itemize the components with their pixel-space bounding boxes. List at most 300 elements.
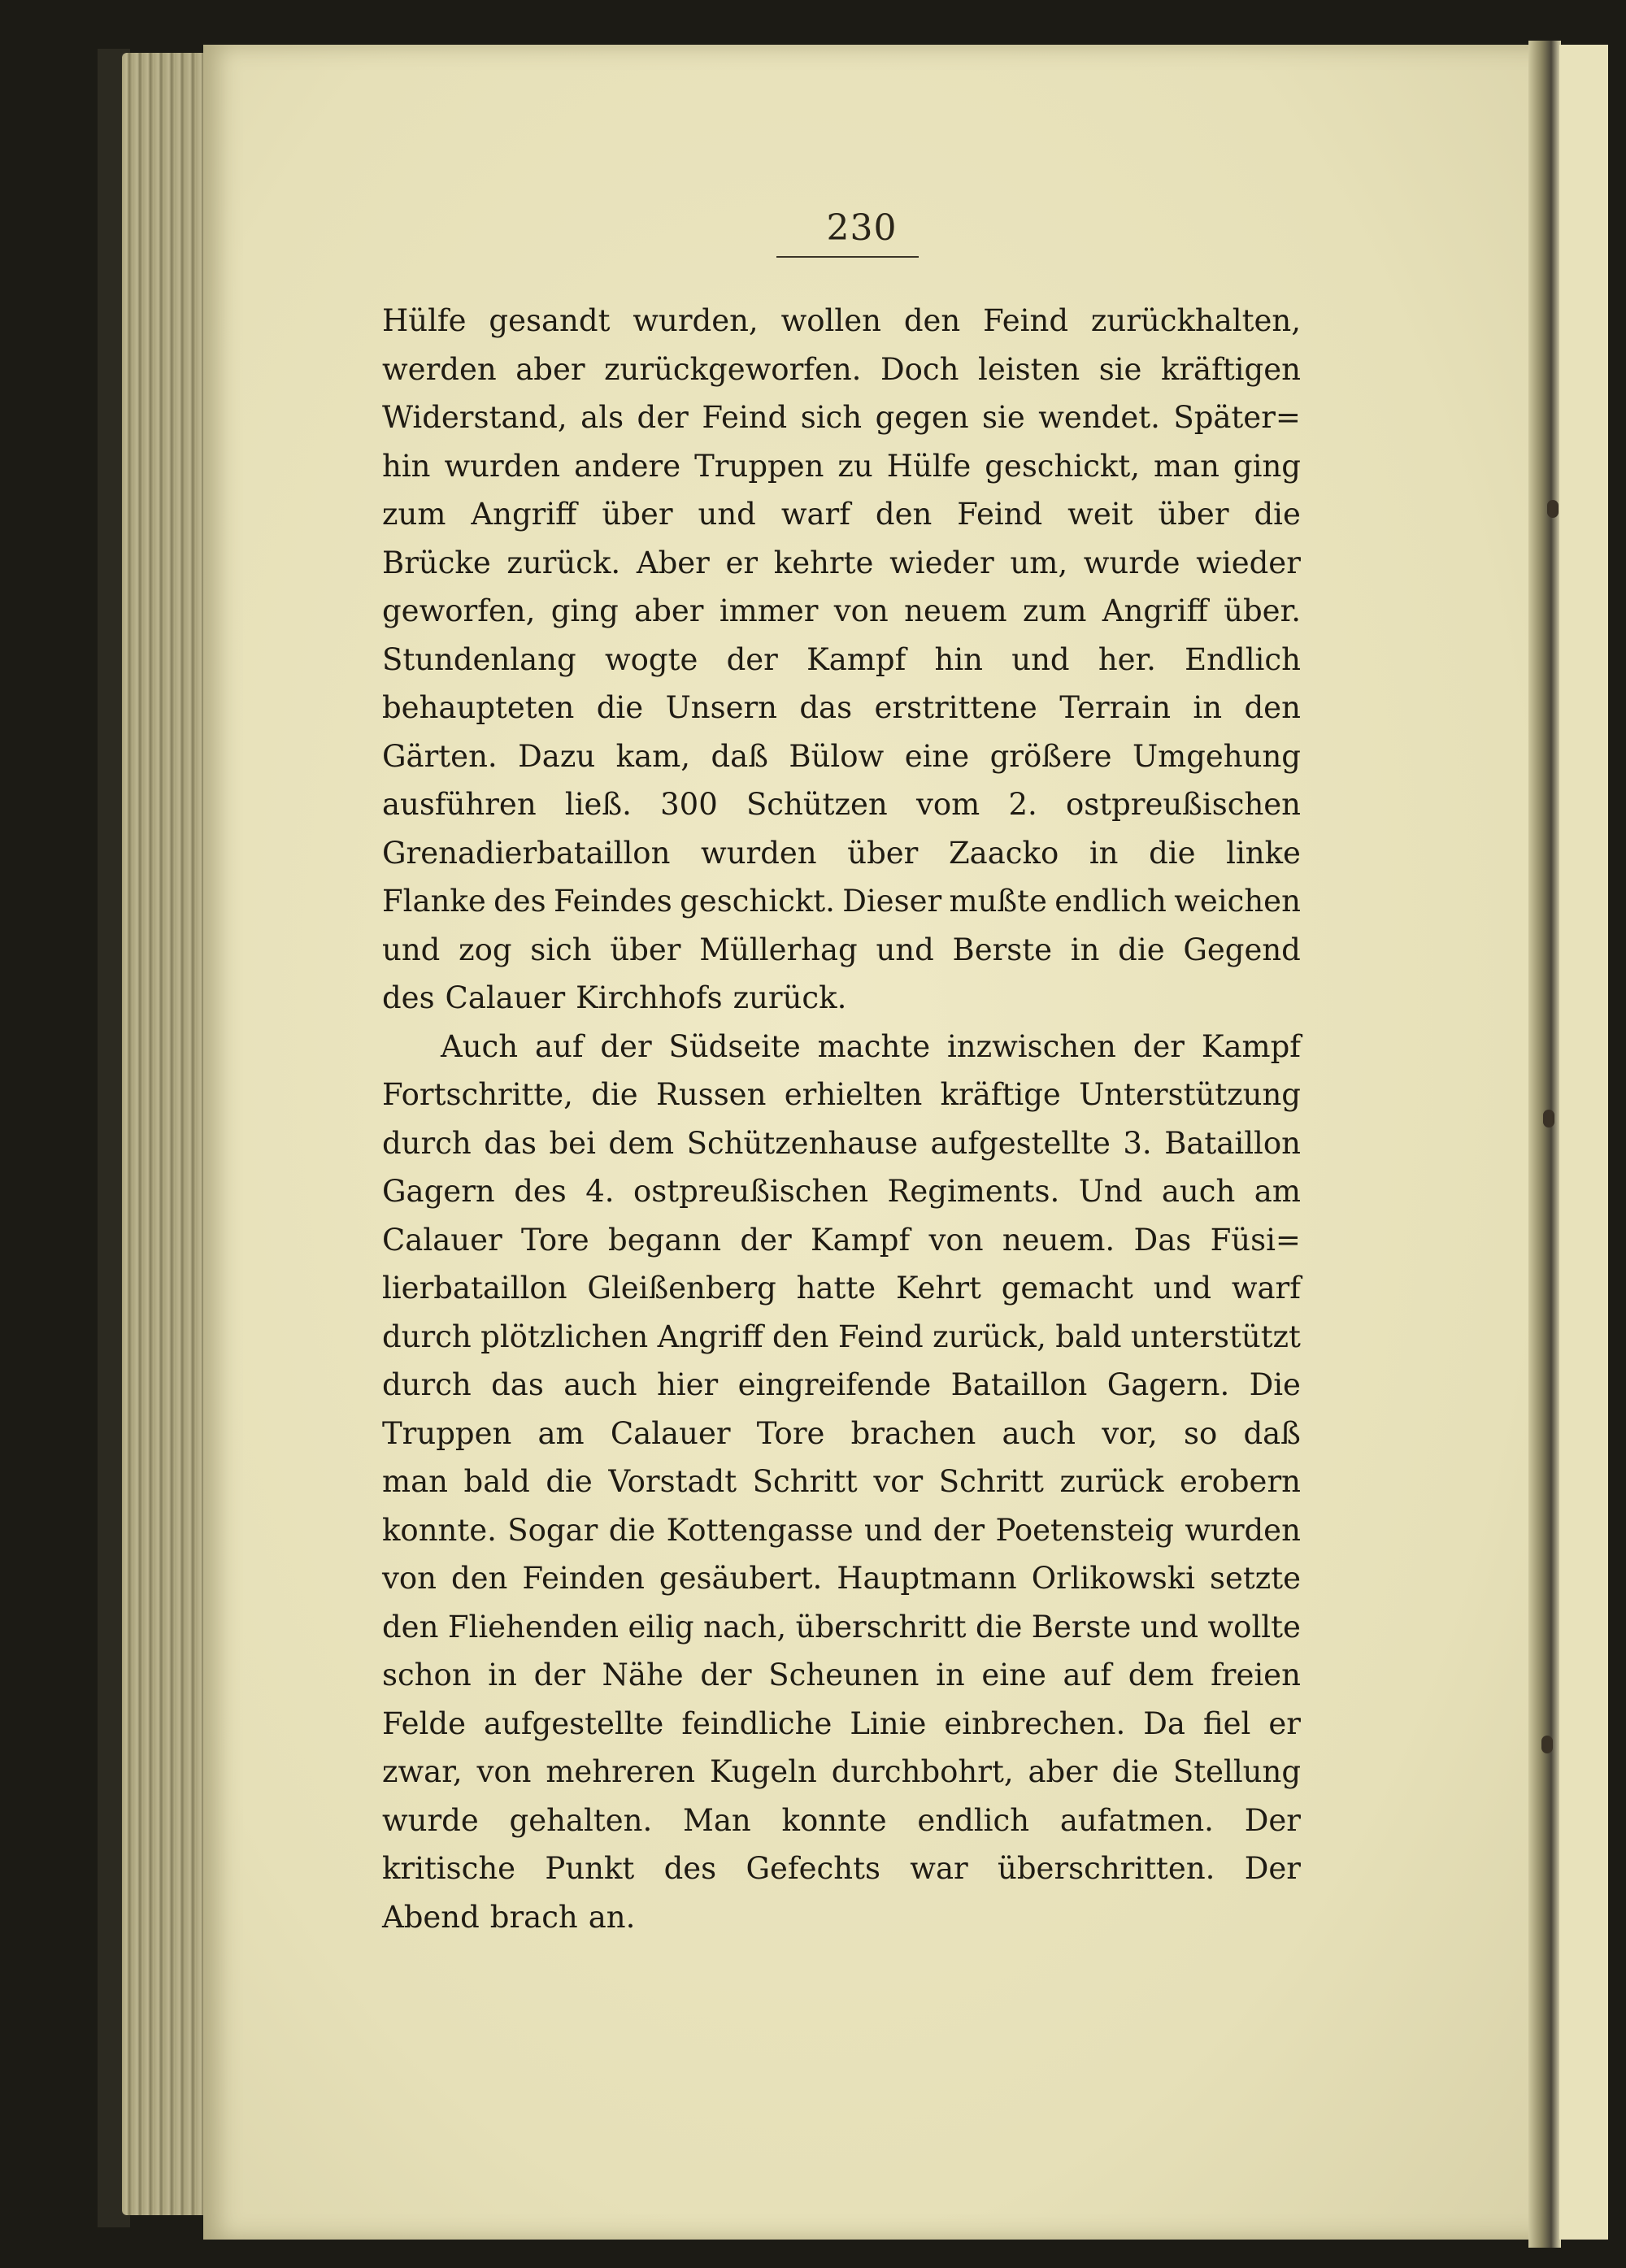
word: Schützen xyxy=(746,787,888,822)
word: Und xyxy=(1078,1174,1143,1209)
text-line xyxy=(382,1071,1301,1119)
text-line xyxy=(382,1844,1301,1893)
word: Linie xyxy=(850,1705,927,1741)
word: Feind xyxy=(837,1319,924,1354)
word: er xyxy=(1268,1705,1301,1741)
word: brach xyxy=(489,1899,578,1935)
word: Stundenlang xyxy=(382,641,576,677)
word: gesandt xyxy=(489,303,611,338)
text-line xyxy=(382,1313,1301,1362)
word: freien xyxy=(1211,1658,1301,1692)
word: Unsern xyxy=(665,690,777,725)
word: am xyxy=(537,1415,585,1451)
word: durch xyxy=(382,1125,472,1161)
word: warf xyxy=(1231,1271,1301,1306)
word: über xyxy=(602,497,673,532)
word: sich xyxy=(800,400,863,435)
word: das xyxy=(799,690,853,725)
word: Doch xyxy=(880,351,959,387)
word: kehrte xyxy=(773,545,874,580)
text-line xyxy=(382,587,1301,636)
word: ließ. xyxy=(564,787,632,822)
word: Truppen xyxy=(694,448,824,484)
word: an. xyxy=(588,1899,636,1935)
word: wurde xyxy=(382,1802,479,1838)
word: hin xyxy=(382,448,431,484)
word: Umgehung xyxy=(1132,738,1301,774)
word: 2. xyxy=(1008,787,1037,822)
word: Gegend xyxy=(1183,932,1301,967)
word: leisten xyxy=(978,351,1080,387)
page-number-rule xyxy=(776,256,919,258)
word: zu xyxy=(837,448,873,484)
word: durchbohrt, xyxy=(831,1754,1014,1789)
word: Scheunen xyxy=(768,1658,920,1692)
word: in xyxy=(1193,690,1223,725)
word: wurde xyxy=(1083,545,1180,580)
text-line xyxy=(382,780,1301,829)
word: zurückgeworfen. xyxy=(604,351,862,387)
word: Kampf xyxy=(1201,1028,1301,1064)
word: von xyxy=(476,1754,532,1789)
word: den xyxy=(772,1319,829,1354)
word: Gagern xyxy=(382,1174,495,1209)
word: Schritt xyxy=(938,1464,1044,1499)
word: Später= xyxy=(1173,400,1301,435)
word: den xyxy=(450,1561,508,1596)
word: neuem. xyxy=(1002,1222,1115,1258)
word: wendet. xyxy=(1038,400,1160,435)
word: Unterstützung xyxy=(1079,1077,1301,1112)
word: dem xyxy=(1128,1658,1194,1692)
word: Poetensteig xyxy=(995,1512,1174,1548)
text-line xyxy=(382,1748,1301,1797)
text-line xyxy=(382,974,1301,1023)
word: in xyxy=(1070,932,1100,967)
word: fiel xyxy=(1202,1705,1251,1741)
word: Schritt xyxy=(752,1464,858,1499)
word: Kugeln xyxy=(709,1754,817,1789)
word: wurden xyxy=(1185,1512,1301,1548)
word: auch xyxy=(563,1367,637,1402)
word: setzte xyxy=(1209,1561,1301,1596)
word: Südseite xyxy=(668,1028,801,1064)
word: gemacht xyxy=(1001,1271,1133,1306)
text-line xyxy=(382,1506,1301,1555)
word: weit xyxy=(1067,497,1133,532)
word: schon xyxy=(382,1658,472,1692)
word: überschritten. xyxy=(998,1851,1215,1886)
word: Man xyxy=(682,1802,751,1838)
word: aufgestellte xyxy=(483,1705,664,1741)
word: 3. xyxy=(1123,1125,1152,1161)
text-line xyxy=(382,1361,1301,1410)
word: man xyxy=(382,1464,448,1499)
word: die xyxy=(975,1609,1023,1645)
word: gegen xyxy=(875,400,969,435)
word: auf xyxy=(1063,1658,1112,1692)
word: Bataillon xyxy=(1164,1125,1301,1161)
word: der xyxy=(740,1222,792,1258)
word: Angriff xyxy=(1102,593,1208,628)
word: Felde xyxy=(382,1705,466,1741)
word: sich xyxy=(530,932,592,967)
facing-page-sliver xyxy=(1559,45,1608,2240)
word: und xyxy=(698,497,756,532)
word: auch xyxy=(1161,1174,1236,1209)
word: Dieser xyxy=(842,884,942,919)
text-line xyxy=(382,1651,1301,1700)
word: Calauer xyxy=(610,1415,731,1451)
word: feindliche xyxy=(681,1705,833,1741)
word: Orlikowski xyxy=(1031,1561,1195,1596)
word: zurück xyxy=(1059,1464,1164,1499)
word: war xyxy=(910,1851,968,1886)
word: und xyxy=(1011,641,1070,677)
text-line xyxy=(382,877,1301,926)
word: vor xyxy=(873,1464,924,1499)
word: man xyxy=(1153,448,1220,484)
word: ging xyxy=(1233,448,1301,484)
word: auch xyxy=(1002,1415,1076,1451)
binding-thread-knot xyxy=(1541,1736,1553,1753)
word: neuem xyxy=(904,593,1007,628)
body-text xyxy=(382,297,1301,1941)
word: er xyxy=(725,545,759,580)
word: weichen xyxy=(1174,884,1301,919)
word: die xyxy=(596,690,644,725)
word: die xyxy=(1149,835,1196,871)
word: erstrittene xyxy=(874,690,1037,725)
word: Hauptmann xyxy=(837,1561,1017,1596)
word: bald xyxy=(463,1464,530,1499)
word: 4. xyxy=(585,1174,615,1209)
word: daß xyxy=(711,738,768,774)
word: Füsi= xyxy=(1210,1222,1301,1258)
text-line xyxy=(382,297,1301,345)
word: lierbataillon xyxy=(382,1271,567,1306)
word: der xyxy=(726,641,778,677)
word: einbrechen. xyxy=(944,1705,1126,1741)
word: Feind xyxy=(983,303,1069,338)
word: Vorstadt xyxy=(608,1464,737,1499)
word: den xyxy=(1244,690,1301,725)
word: Abend xyxy=(382,1899,480,1935)
word: Der xyxy=(1244,1851,1301,1886)
word: her. xyxy=(1098,641,1156,677)
word: zurück. xyxy=(733,980,847,1015)
text-line xyxy=(382,1410,1301,1458)
word: Russen xyxy=(656,1077,767,1112)
word: konnte. xyxy=(382,1512,497,1548)
word: mehreren xyxy=(546,1754,696,1789)
word: Das xyxy=(1133,1222,1192,1258)
word: zurück, xyxy=(933,1319,1046,1354)
word: Bataillon xyxy=(950,1367,1088,1402)
word: Die xyxy=(1249,1367,1301,1402)
word: durch xyxy=(382,1367,472,1402)
word: wollte xyxy=(1207,1609,1301,1645)
word: eilig xyxy=(628,1609,694,1645)
word: Da xyxy=(1143,1705,1185,1741)
word: den xyxy=(875,497,933,532)
word: mußte xyxy=(949,884,1047,919)
word: das xyxy=(484,1125,537,1161)
word: Kirchhofs xyxy=(576,980,723,1015)
word: aber xyxy=(515,351,585,387)
text-line xyxy=(382,636,1301,684)
word: ausführen xyxy=(382,787,537,822)
word: des xyxy=(382,980,435,1015)
word: zurück. xyxy=(506,545,621,580)
book-gutter xyxy=(1528,41,1561,2248)
word: in xyxy=(936,1658,965,1692)
text-line xyxy=(382,1893,1301,1942)
word: hatte xyxy=(796,1271,876,1306)
word: Feinden xyxy=(522,1561,645,1596)
word: Hülfe xyxy=(886,448,972,484)
word: des xyxy=(663,1851,717,1886)
word: gesäubert. xyxy=(659,1561,823,1596)
word: Flanke xyxy=(382,884,486,919)
word: über xyxy=(847,835,919,871)
word: am xyxy=(1254,1174,1301,1209)
word: wieder xyxy=(889,545,994,580)
word: Fortschritte, xyxy=(382,1077,573,1112)
word: ostpreußischen xyxy=(1065,787,1301,822)
word: die xyxy=(1111,1754,1159,1789)
word: Berste xyxy=(1031,1609,1132,1645)
word: die xyxy=(608,1512,656,1548)
word: Tore xyxy=(756,1415,825,1451)
word: wollen xyxy=(780,303,881,338)
text-line xyxy=(382,1216,1301,1265)
word: hier xyxy=(656,1367,719,1402)
word: gehalten. xyxy=(509,1802,653,1838)
word: über xyxy=(610,932,681,967)
word: geschickt, xyxy=(985,448,1140,484)
word: bald xyxy=(1055,1319,1122,1354)
word: eine xyxy=(904,738,970,774)
word: in xyxy=(1089,835,1119,871)
word: vor, xyxy=(1102,1415,1158,1451)
word: Punkt xyxy=(545,1851,635,1886)
word: andere xyxy=(574,448,681,484)
word: aber xyxy=(1028,1754,1098,1789)
word: hin xyxy=(934,641,983,677)
word: und xyxy=(876,932,934,967)
word: die xyxy=(591,1077,638,1112)
word: aber xyxy=(634,593,704,628)
word: aufatmen. xyxy=(1059,1802,1214,1838)
word: Berste xyxy=(952,932,1053,967)
word: sie xyxy=(1098,351,1142,387)
word: eingreifende xyxy=(737,1367,932,1402)
word: Angriff xyxy=(657,1319,763,1354)
word: zum xyxy=(1023,593,1087,628)
word: der xyxy=(700,1658,752,1692)
word: behaupteten xyxy=(382,690,575,725)
text-line xyxy=(382,732,1301,781)
word: Gärten. xyxy=(382,738,498,774)
word: sie xyxy=(982,400,1025,435)
word: Nähe xyxy=(602,1658,684,1692)
word: Angriff xyxy=(471,497,577,532)
word: durch xyxy=(382,1319,472,1354)
word: von xyxy=(928,1222,984,1258)
word: brachen xyxy=(850,1415,976,1451)
word: in xyxy=(488,1658,517,1692)
word: Widerstand, xyxy=(382,400,567,435)
word: wogte xyxy=(604,641,698,677)
text-line xyxy=(382,393,1301,442)
word: den xyxy=(382,1609,439,1645)
word: Fliehenden xyxy=(447,1609,620,1645)
word: Stellung xyxy=(1172,1754,1301,1789)
word: Endlich xyxy=(1185,641,1301,677)
word: ostpreußischen xyxy=(633,1174,869,1209)
word: so xyxy=(1183,1415,1218,1451)
word: kräftige xyxy=(940,1077,1061,1112)
word: Kottengasse xyxy=(666,1512,854,1548)
word: überschritt xyxy=(795,1609,967,1645)
text-line xyxy=(382,684,1301,732)
word: Gagern. xyxy=(1106,1367,1230,1402)
word: der xyxy=(933,1512,985,1548)
word: den xyxy=(903,303,961,338)
word: Hülfe xyxy=(382,303,467,338)
binding-thread-knot xyxy=(1543,1110,1554,1127)
text-line xyxy=(382,490,1301,539)
word: Truppen xyxy=(382,1415,512,1451)
word: erhielten xyxy=(784,1077,923,1112)
text-line xyxy=(382,1023,1301,1071)
word: und xyxy=(1153,1271,1212,1306)
word: vom xyxy=(915,787,980,822)
text-line xyxy=(382,1264,1301,1313)
text-line xyxy=(382,345,1301,394)
word: daß xyxy=(1243,1415,1301,1451)
word: und xyxy=(864,1512,923,1548)
word: Tore xyxy=(521,1222,589,1258)
word: Calauer xyxy=(445,980,566,1015)
word: zum xyxy=(382,497,446,532)
word: geworfen, xyxy=(382,593,536,628)
word: von xyxy=(382,1561,437,1596)
word: das xyxy=(491,1367,544,1402)
word: des xyxy=(493,884,546,919)
word: Schützenhause xyxy=(686,1125,919,1161)
binding-thread-knot xyxy=(1547,500,1559,518)
word: die xyxy=(1118,932,1165,967)
word: zwar, xyxy=(382,1754,463,1789)
word: der xyxy=(600,1028,652,1064)
text-line xyxy=(382,1167,1301,1216)
text-line xyxy=(382,1797,1301,1845)
word: linke xyxy=(1226,835,1301,871)
word: Dazu xyxy=(518,738,596,774)
word: warf xyxy=(780,497,850,532)
word: wieder xyxy=(1196,545,1301,580)
word: inzwischen xyxy=(946,1028,1116,1064)
word: über xyxy=(1158,497,1229,532)
word: über. xyxy=(1224,593,1301,628)
word: zog xyxy=(459,932,512,967)
word: Regiments. xyxy=(887,1174,1060,1209)
word: wurden xyxy=(444,448,561,484)
word: der xyxy=(1133,1028,1185,1064)
text-line xyxy=(382,539,1301,588)
word: immer xyxy=(719,593,819,628)
word: Gefechts xyxy=(746,1851,880,1886)
word: wurden, xyxy=(633,303,759,338)
word: als xyxy=(580,400,624,435)
word: 300 xyxy=(660,787,718,822)
word: konnte xyxy=(781,1802,887,1838)
word: Müllerhag xyxy=(699,932,858,967)
word: Feind xyxy=(702,400,788,435)
word: werden xyxy=(382,351,497,387)
text-line xyxy=(382,1603,1301,1652)
word: und xyxy=(1140,1609,1199,1645)
word: Grenadierbataillon xyxy=(382,835,671,871)
word: Gleißenberg xyxy=(587,1271,776,1306)
word: Terrain xyxy=(1059,690,1172,725)
word: bei xyxy=(549,1125,596,1161)
word: nach, xyxy=(702,1609,787,1645)
word: wurden xyxy=(701,835,817,871)
text-line xyxy=(382,1554,1301,1603)
word: auf xyxy=(534,1028,584,1064)
word: Bülow xyxy=(789,738,885,774)
word: Brücke xyxy=(382,545,491,580)
word: dem xyxy=(608,1125,675,1161)
word: geschickt. xyxy=(680,884,835,919)
text-line xyxy=(382,1119,1301,1168)
word: Feindes xyxy=(553,884,672,919)
word: aufgestellte xyxy=(930,1125,1111,1161)
text-line xyxy=(382,442,1301,491)
word: Kampf xyxy=(811,1222,911,1258)
text-line xyxy=(382,1458,1301,1506)
word: Auch xyxy=(441,1028,519,1064)
word: des xyxy=(514,1174,567,1209)
word: erobern xyxy=(1180,1464,1301,1499)
word: endlich xyxy=(1054,884,1167,919)
word: die xyxy=(1254,497,1301,532)
word: plötzlichen xyxy=(480,1319,649,1354)
word: ging xyxy=(550,593,619,628)
word: um, xyxy=(1010,545,1068,580)
text-line xyxy=(382,1700,1301,1749)
word: Aber xyxy=(636,545,710,580)
word: und xyxy=(382,932,441,967)
word: der xyxy=(637,400,689,435)
word: Kehrt xyxy=(895,1271,981,1306)
word: von xyxy=(833,593,889,628)
word: endlich xyxy=(917,1802,1030,1838)
word: Zaacko xyxy=(948,835,1059,871)
stacked-page-edges xyxy=(122,53,211,2215)
word: machte xyxy=(817,1028,931,1064)
text-line xyxy=(382,829,1301,878)
word: Der xyxy=(1244,1802,1301,1838)
word: Kampf xyxy=(806,641,906,677)
word: eine xyxy=(981,1658,1046,1692)
word: Calauer xyxy=(382,1222,502,1258)
word: die xyxy=(546,1464,593,1499)
word: der xyxy=(533,1658,585,1692)
